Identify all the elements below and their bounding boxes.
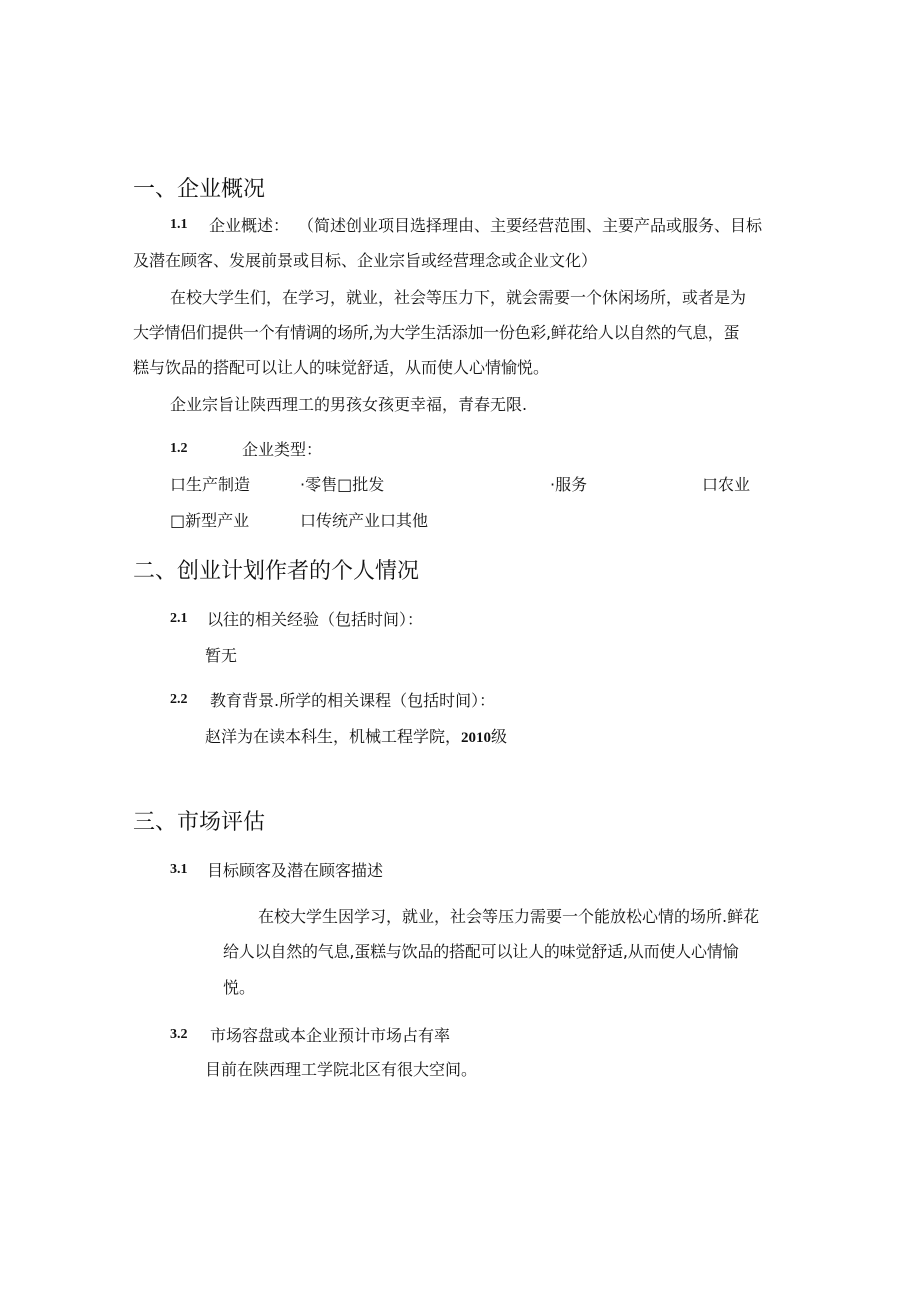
section-2-1-label: 以往的相关经验（包括时间）： <box>207 610 424 629</box>
section-1-1-label: 企业概述： <box>209 216 290 235</box>
section-3-title: 三、市场评估 <box>133 810 266 835</box>
section-1-title: 一、企业概况 <box>133 177 266 202</box>
option-traditional-other: 口传统产业口其他 <box>300 511 429 530</box>
section-2-2-label: 教育背景.所学的相关课程（包括时间）： <box>210 691 496 710</box>
option-retail-wholesale: ·零售□批发 <box>300 475 385 494</box>
section-1-1-body-line-2: 大学情侣们提供一个有情调的场所,为大学生活添加一份色彩,鲜花给人以自然的气息，蛋 <box>133 323 740 342</box>
option-new-industry: □新型产业 <box>170 511 250 530</box>
section-2-title: 二、创业计划作者的个人情况 <box>133 559 420 584</box>
section-2-1-value: 暂无 <box>205 646 238 665</box>
enterprise-tenet: 企业宗旨让陕西理工的男孩女孩更幸福，青春无限. <box>170 395 528 414</box>
section-3-2-value: 目前在陕西理工学院北区有很大空间。 <box>205 1060 478 1079</box>
section-2-2-value-text: 赵洋为在读本科生，机械工程学院， <box>205 727 462 746</box>
section-3-2-number: 3.2 <box>170 1027 188 1042</box>
section-2-2-number: 2.2 <box>170 692 188 707</box>
section-2-2-value-year: 2010 <box>461 730 492 746</box>
option-manufacturing: 口生产制造 <box>170 475 251 494</box>
option-service: ·服务 <box>550 475 588 494</box>
section-1-1-number: 1.1 <box>170 217 188 232</box>
section-1-1-body-line-1: 在校大学生们，在学习，就业，社会等压力下，就会需要一个休闲场所，或者是为 <box>170 288 747 307</box>
section-2-2-value-suffix: 级 <box>491 727 508 746</box>
section-1-1-body-line-3: 糕与饮品的搭配可以让人的味觉舒适，从而使人心情愉悦。 <box>133 358 550 377</box>
section-3-1-number: 3.1 <box>170 862 188 877</box>
section-2-2-value <box>205 724 507 747</box>
section-1-2-number: 1.2 <box>170 441 188 456</box>
option-agriculture: 口农业 <box>702 475 751 494</box>
section-1-1-description-line-1: （简述创业项目选择理由、主要经营范围、主要产品或服务、目标 <box>298 216 763 235</box>
section-1-2-label: 企业类型： <box>242 440 323 459</box>
section-3-1-body-line-3: 悦。 <box>223 978 256 997</box>
section-3-1-body-line-2: 给人以自然的气息,蛋糕与饮品的搭配可以让人的味觉舒适,从而使人心情愉 <box>223 942 739 961</box>
section-3-2-label: 市场容盘或本企业预计市场占有率 <box>210 1026 451 1045</box>
section-3-1-label: 目标顾客及潜在顾客描述 <box>207 861 384 880</box>
section-2-1-number: 2.1 <box>170 611 188 626</box>
section-1-1-description-line-2: 及潜在顾客、发展前景或目标、企业宗旨或经营理念或企业文化） <box>133 251 598 270</box>
section-3-1-body-line-1: 在校大学生因学习，就业，社会等压力需要一个能放松心情的场所.鲜花 <box>258 907 760 926</box>
